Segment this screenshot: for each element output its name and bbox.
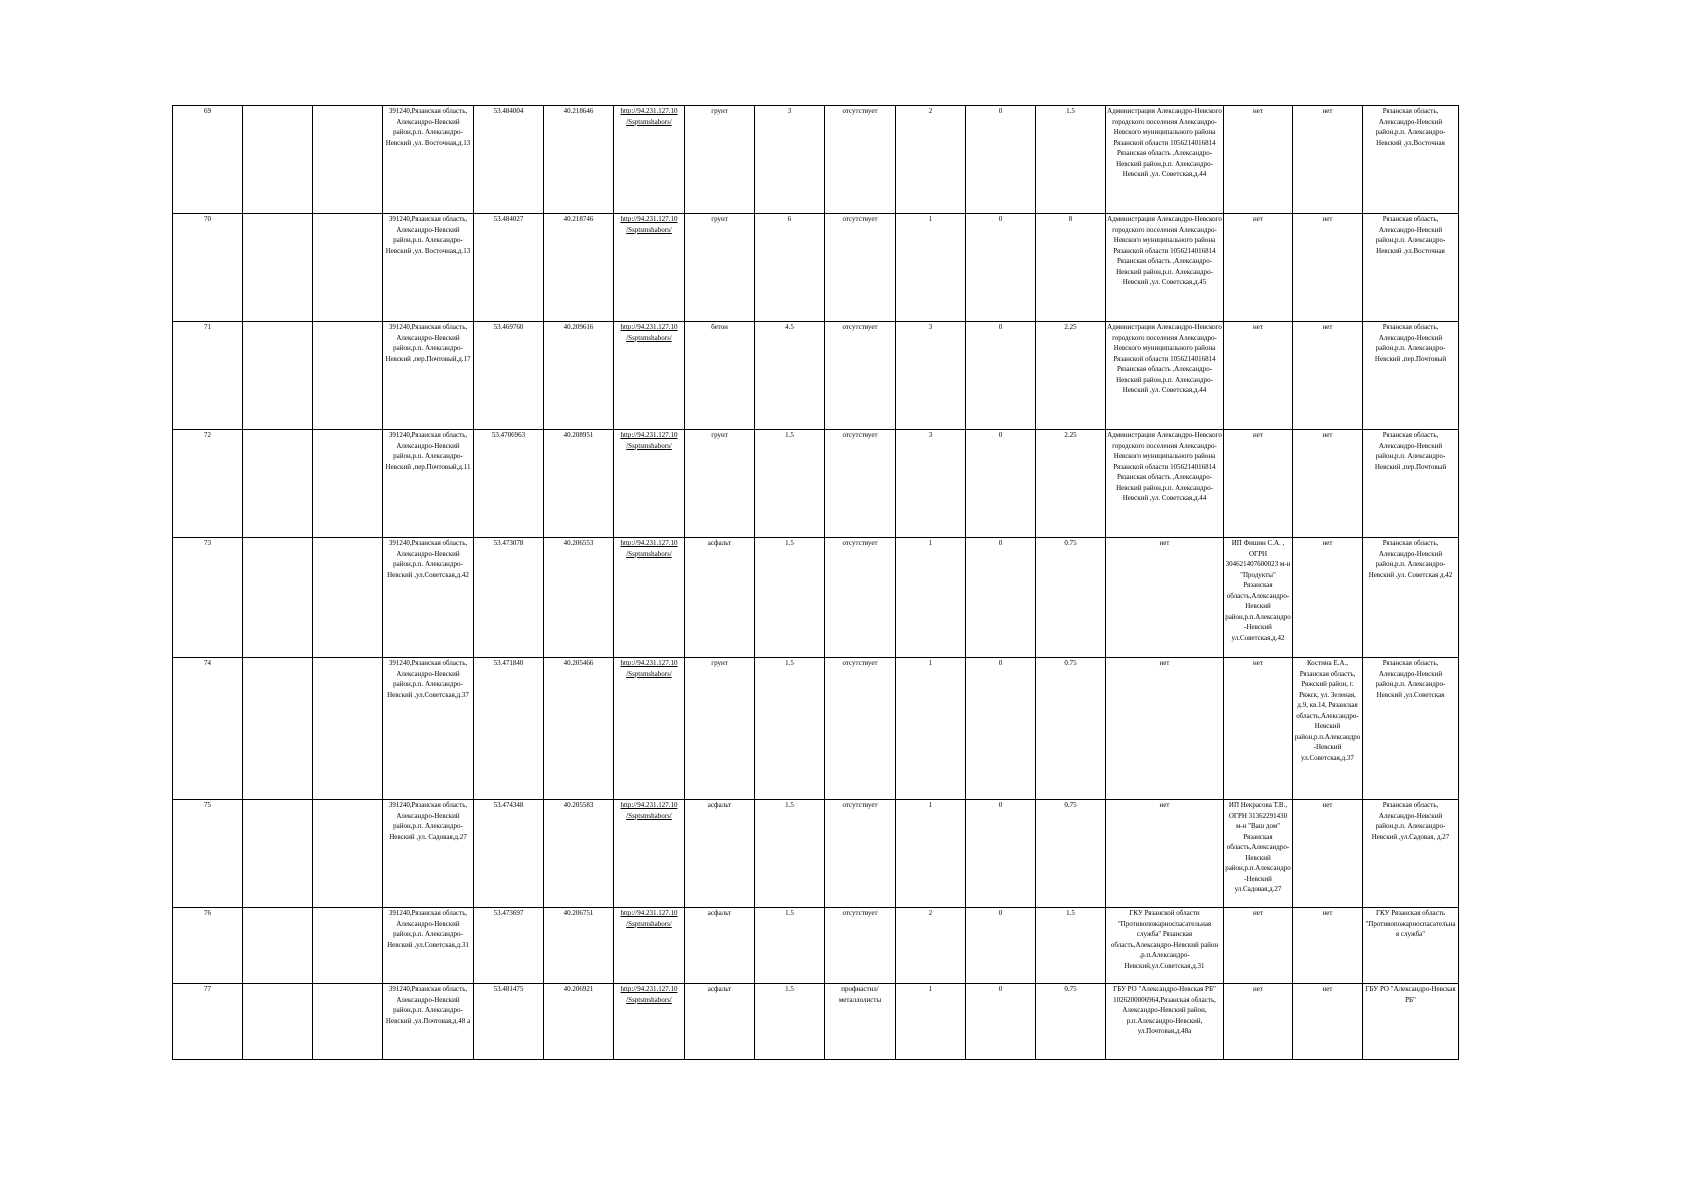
- row-number-cell: 71: [173, 322, 243, 430]
- latitude-cell: 53.469760: [474, 322, 544, 430]
- volume-cell: 0.75: [1036, 984, 1106, 1060]
- latitude-cell: 53.473697: [474, 908, 544, 984]
- map-link[interactable]: http://94.231.127.10 /Ssptsmshabors/: [620, 985, 678, 1004]
- empty-cell: [313, 538, 383, 658]
- map-link[interactable]: http://94.231.127.10 /Ssptsmshabors/: [620, 431, 678, 450]
- map-link-cell: [614, 322, 685, 430]
- longitude-cell: 40.218646: [544, 106, 614, 214]
- latitude-cell: 53.4706963: [474, 430, 544, 538]
- row-number-cell: 74: [173, 658, 243, 800]
- waste-source-cell: Рязанская область, Александро-Невский район,р.п. Александро-Невский ,ул.Восточная: [1363, 214, 1459, 322]
- planned-containers-cell: 2: [896, 106, 966, 214]
- row-number-cell: 72: [173, 430, 243, 538]
- empty-cell: [243, 984, 313, 1060]
- area-cell: 1.5: [755, 658, 825, 800]
- owner-entrepreneur-cell: ИП Некрасова Т.В., ОГРН 31362291430 м-н "Ваш дом" Рязанская область,Александро-Невский район,р.п.Александро-Невский ул.Садовая,д.27: [1224, 800, 1293, 908]
- map-link-cell: [614, 214, 685, 322]
- planned-containers-cell: 1: [896, 214, 966, 322]
- row-number-cell: 76: [173, 908, 243, 984]
- owner-entrepreneur-cell: нет: [1224, 106, 1293, 214]
- planned-containers-cell: 1: [896, 800, 966, 908]
- owner-entrepreneur-cell: нет: [1224, 430, 1293, 538]
- empty-cell: [243, 322, 313, 430]
- empty-cell: [313, 214, 383, 322]
- area-cell: 1.5: [755, 984, 825, 1060]
- owner-administration-cell: ГКУ Рязанской области "Противопожарноспасательная служба" Рязанская область,Александро-Невский район ,р.п.Александро-Невский,ул.Советская,д.31: [1106, 908, 1224, 984]
- surface-type-cell: грунт: [685, 106, 755, 214]
- longitude-cell: 40.208951: [544, 430, 614, 538]
- area-cell: 1.5: [755, 538, 825, 658]
- map-link-cell: [614, 538, 685, 658]
- owner-entrepreneur-cell: нет: [1224, 214, 1293, 322]
- waste-source-cell: Рязанская область, Александро-Невский район,р.п. Александро-Невский ,пер.Почтовый: [1363, 430, 1459, 538]
- owner-administration-cell: нет: [1106, 658, 1224, 800]
- table-row: [173, 908, 1459, 984]
- empty-cell: [243, 106, 313, 214]
- owner-individual-cell: нет: [1293, 908, 1363, 984]
- row-number-cell: 77: [173, 984, 243, 1060]
- latitude-cell: 53.481475: [474, 984, 544, 1060]
- placed-containers-cell: 0: [966, 322, 1036, 430]
- volume-cell: 1.5: [1036, 106, 1106, 214]
- owner-individual-cell: нет: [1293, 322, 1363, 430]
- volume-cell: 1.5: [1036, 908, 1106, 984]
- row-number-cell: 70: [173, 214, 243, 322]
- empty-cell: [243, 658, 313, 800]
- owner-administration-cell: ГБУ РО "Александро-Невская РБ" 1026200006964,Рязанская область, Александро-Невский район, р.п.Александро-Невский, ул.Почтовая,д.48а: [1106, 984, 1224, 1060]
- area-cell: 1.5: [755, 800, 825, 908]
- area-cell: 1.5: [755, 430, 825, 538]
- address-cell: 391240,Рязанская область, Александро-Невский район,р.п. Александро-Невский ,ул.Советская,д.42: [383, 538, 474, 658]
- placed-containers-cell: 0: [966, 908, 1036, 984]
- volume-cell: 2.25: [1036, 430, 1106, 538]
- latitude-cell: 53.484027: [474, 214, 544, 322]
- fence-cell: отсутствует: [825, 658, 896, 800]
- area-cell: 1.5: [755, 908, 825, 984]
- empty-cell: [243, 538, 313, 658]
- fence-cell: отсутствует: [825, 322, 896, 430]
- fence-cell: профнастил/металлолисты: [825, 984, 896, 1060]
- volume-cell: 0.75: [1036, 800, 1106, 908]
- address-cell: 391240,Рязанская область, Александро-Невский район,р.п. Александро-Невский ,пер.Почтовый,д.11: [383, 430, 474, 538]
- table-row: [173, 658, 1459, 800]
- waste-source-cell: Рязанская область, Александро-Невский район,р.п. Александро-Невский ,ул. Советская д.42: [1363, 538, 1459, 658]
- latitude-cell: 53.484004: [474, 106, 544, 214]
- map-link-cell: [614, 430, 685, 538]
- map-link[interactable]: http://94.231.127.10 /Ssptsmshabors/: [620, 215, 678, 234]
- waste-source-cell: Рязанская область, Александро-Невский район,р.п. Александро-Невский ,ул.Садовая, д.27: [1363, 800, 1459, 908]
- fence-cell: отсутствует: [825, 908, 896, 984]
- owner-individual-cell: нет: [1293, 800, 1363, 908]
- table-row: [173, 214, 1459, 322]
- owner-administration-cell: Администрация Александро-Невского городского поселения Александро-Невского муниципального района Рязанской области 1056214016814 Рязанская область ,Александро-Невский район,р.п. Александро-Невский ,ул. Советская,д.45: [1106, 214, 1224, 322]
- map-link-cell: [614, 984, 685, 1060]
- surface-type-cell: асфальт: [685, 538, 755, 658]
- row-number-cell: 69: [173, 106, 243, 214]
- placed-containers-cell: 0: [966, 658, 1036, 800]
- owner-administration-cell: Администрация Александро-Невского городского поселения Александро-Невского муниципального района Рязанской области 1056214016814 Рязанская область ,Александро-Невский район,р.п. Александро-Невский ,ул. Советская,д.44: [1106, 106, 1224, 214]
- empty-cell: [313, 322, 383, 430]
- owner-individual-cell: нет: [1293, 430, 1363, 538]
- table-row: [173, 984, 1459, 1060]
- surface-type-cell: грунт: [685, 430, 755, 538]
- address-cell: 391240,Рязанская область, Александро-Невский район,р.п. Александро-Невский ,ул. Восточная,д.13: [383, 214, 474, 322]
- empty-cell: [243, 430, 313, 538]
- planned-containers-cell: 1: [896, 984, 966, 1060]
- map-link-cell: [614, 800, 685, 908]
- address-cell: 391240,Рязанская область, Александро-Невский район,р.п. Александро-Невский ,ул.Почтовая,д.48 а: [383, 984, 474, 1060]
- fence-cell: отсутствует: [825, 538, 896, 658]
- longitude-cell: 40.218746: [544, 214, 614, 322]
- fence-cell: отсутствует: [825, 214, 896, 322]
- owner-individual-cell: нет: [1293, 538, 1363, 658]
- planned-containers-cell: 3: [896, 322, 966, 430]
- area-cell: 4.5: [755, 322, 825, 430]
- address-cell: 391240,Рязанская область, Александро-Невский район,р.п. Александро-Невский ,ул. Восточная,д.13: [383, 106, 474, 214]
- latitude-cell: 53.473078: [474, 538, 544, 658]
- waste-source-cell: Рязанская область, Александро-Невский район,р.п. Александро-Невский ,пер.Почтовый: [1363, 322, 1459, 430]
- map-link[interactable]: http://94.231.127.10 /Ssptsmshabors/: [620, 909, 678, 928]
- volume-cell: 8: [1036, 214, 1106, 322]
- owner-individual-cell: нет: [1293, 214, 1363, 322]
- waste-sites-table: [172, 105, 1459, 1060]
- waste-source-cell: Рязанская область, Александро-Невский район,р.п. Александро-Невский ,ул.Советская: [1363, 658, 1459, 800]
- row-number-cell: 75: [173, 800, 243, 908]
- owner-individual-cell: Костина Е.А., Рязанская область, Ряжский район, г. Ряжск, ул. Зеленая, д.9, кв.14, Рязанская область,Александро-Невский район,р.п.Александро-Невский ул.Советская,д.37: [1293, 658, 1363, 800]
- owner-administration-cell: нет: [1106, 800, 1224, 908]
- placed-containers-cell: 0: [966, 106, 1036, 214]
- owner-administration-cell: Администрация Александро-Невского городского поселения Александро-Невского муниципального района Рязанской области 1056214016814 Рязанская область ,Александро-Невский район,р.п. Александро-Невский ,ул. Советская,д.44: [1106, 322, 1224, 430]
- owner-entrepreneur-cell: нет: [1224, 658, 1293, 800]
- map-link[interactable]: http://94.231.127.10 /Ssptsmshabors/: [620, 539, 678, 558]
- surface-type-cell: грунт: [685, 658, 755, 800]
- owner-individual-cell: нет: [1293, 106, 1363, 214]
- longitude-cell: 40.205466: [544, 658, 614, 800]
- placed-containers-cell: 0: [966, 800, 1036, 908]
- waste-source-cell: ГКУ Рязанская область "Противопожарноспасательная служба": [1363, 908, 1459, 984]
- surface-type-cell: грунт: [685, 214, 755, 322]
- volume-cell: 2.25: [1036, 322, 1106, 430]
- map-link-cell: [614, 908, 685, 984]
- surface-type-cell: асфальт: [685, 984, 755, 1060]
- map-link[interactable]: http://94.231.127.10 /Ssptsmshabors/: [620, 323, 678, 342]
- planned-containers-cell: 3: [896, 430, 966, 538]
- address-cell: 391240,Рязанская область, Александро-Невский район,р.п. Александро-Невский ,ул. Садовая,д.27: [383, 800, 474, 908]
- placed-containers-cell: 0: [966, 984, 1036, 1060]
- waste-source-cell: Рязанская область, Александро-Невский район,р.п. Александро-Невский ,ул.Восточная: [1363, 106, 1459, 214]
- placed-containers-cell: 0: [966, 214, 1036, 322]
- planned-containers-cell: 1: [896, 538, 966, 658]
- map-link-cell: [614, 106, 685, 214]
- volume-cell: 0.75: [1036, 658, 1106, 800]
- waste-source-cell: ГБУ РО "Александро-Невская РБ": [1363, 984, 1459, 1060]
- empty-cell: [313, 430, 383, 538]
- empty-cell: [313, 106, 383, 214]
- table-row: [173, 430, 1459, 538]
- longitude-cell: 40.206921: [544, 984, 614, 1060]
- owner-entrepreneur-cell: нет: [1224, 908, 1293, 984]
- empty-cell: [243, 214, 313, 322]
- table-row: [173, 106, 1459, 214]
- map-link[interactable]: http://94.231.127.10 /Ssptsmshabors/: [620, 107, 678, 126]
- row-number-cell: 73: [173, 538, 243, 658]
- latitude-cell: 53.471840: [474, 658, 544, 800]
- owner-individual-cell: нет: [1293, 984, 1363, 1060]
- fence-cell: отсутствует: [825, 800, 896, 908]
- table-row: [173, 800, 1459, 908]
- owner-entrepreneur-cell: ИП Фишин С.А. , ОГРН 304621407600023 м-н "Продукты" Рязанская область,Александро-Невский район,р.п.Александро-Невский ул.Советская,д.42: [1224, 538, 1293, 658]
- longitude-cell: 40.205583: [544, 800, 614, 908]
- area-cell: 3: [755, 106, 825, 214]
- placed-containers-cell: 0: [966, 538, 1036, 658]
- planned-containers-cell: 2: [896, 908, 966, 984]
- address-cell: 391240,Рязанская область, Александро-Невский район,р.п. Александро-Невский ,ул.Советская,д.31: [383, 908, 474, 984]
- planned-containers-cell: 1: [896, 658, 966, 800]
- owner-administration-cell: нет: [1106, 538, 1224, 658]
- placed-containers-cell: 0: [966, 430, 1036, 538]
- area-cell: 6: [755, 214, 825, 322]
- volume-cell: 0.75: [1036, 538, 1106, 658]
- empty-cell: [313, 984, 383, 1060]
- surface-type-cell: асфальт: [685, 800, 755, 908]
- owner-entrepreneur-cell: нет: [1224, 984, 1293, 1060]
- owner-administration-cell: Администрация Александро-Невского городского поселения Александро-Невского муниципального района Рязанской области 1056214016814 Рязанская область ,Александро-Невский район,р.п. Александро-Невский ,ул. Советская,д.44: [1106, 430, 1224, 538]
- latitude-cell: 53.474348: [474, 800, 544, 908]
- map-link-cell: [614, 658, 685, 800]
- empty-cell: [243, 908, 313, 984]
- address-cell: 391240,Рязанская область, Александро-Невский район,р.п. Александро-Невский ,пер.Почтовый,д.17: [383, 322, 474, 430]
- surface-type-cell: бетон: [685, 322, 755, 430]
- empty-cell: [243, 800, 313, 908]
- fence-cell: отсутствует: [825, 106, 896, 214]
- owner-entrepreneur-cell: нет: [1224, 322, 1293, 430]
- table-row: [173, 322, 1459, 430]
- empty-cell: [313, 658, 383, 800]
- map-link[interactable]: http://94.231.127.10 /Ssptsmshabors/: [620, 659, 678, 678]
- empty-cell: [313, 800, 383, 908]
- empty-cell: [313, 908, 383, 984]
- surface-type-cell: асфальт: [685, 908, 755, 984]
- fence-cell: отсутствует: [825, 430, 896, 538]
- map-link[interactable]: http://94.231.127.10 /Ssptsmshabors/: [620, 801, 678, 820]
- longitude-cell: 40.206553: [544, 538, 614, 658]
- longitude-cell: 40.206751: [544, 908, 614, 984]
- table-row: [173, 538, 1459, 658]
- address-cell: 391240,Рязанская область, Александро-Невский район,р.п. Александро-Невский ,ул.Советская,д.37: [383, 658, 474, 800]
- longitude-cell: 40.209616: [544, 322, 614, 430]
